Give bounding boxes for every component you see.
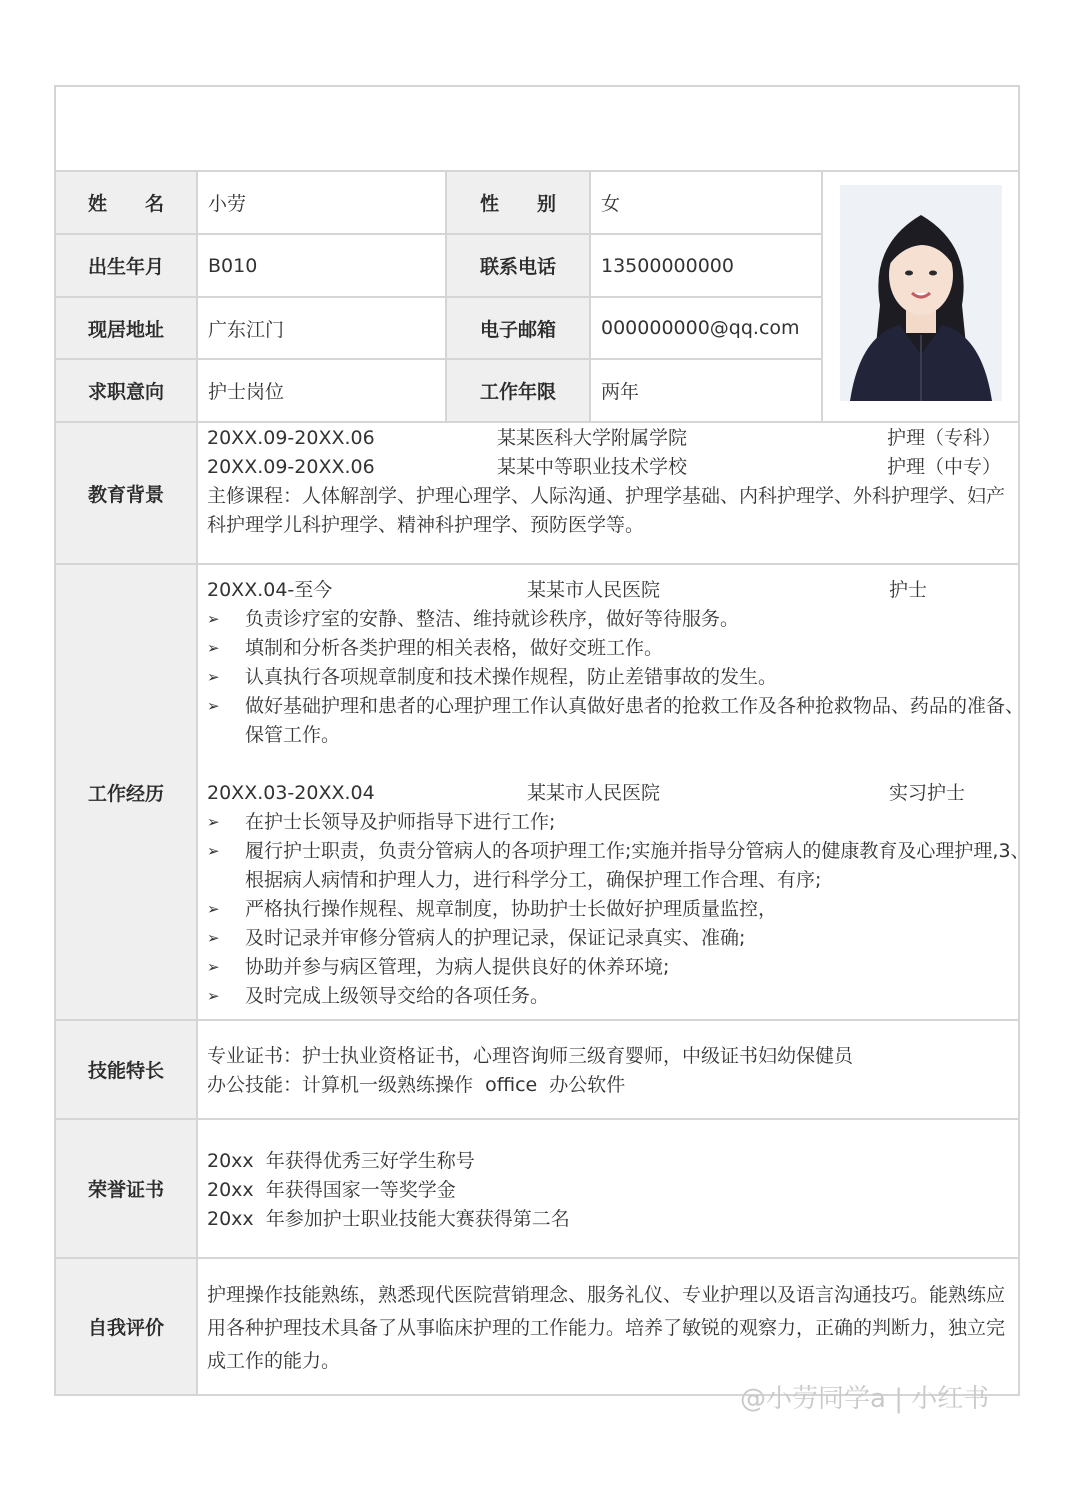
education-school: 某某医科大学附属学院	[497, 427, 688, 449]
work-content	[207, 576, 1030, 1011]
address-label: 现居地址	[56, 298, 196, 358]
education-row	[207, 453, 1013, 482]
self-eval-line: 成工作的能力。	[207, 1350, 341, 1372]
job-duty-text: 协助并参与病区管理，为病人提供良好的休养环境;	[245, 956, 670, 978]
job-duty-text: 认真执行各项规章制度和技术操作规程，防止差错事故的发生。	[245, 666, 778, 688]
job-duty-text: 填制和分析各类护理的相关表格，做好交班工作。	[245, 637, 664, 659]
job-duty	[207, 895, 1013, 924]
job-duty-text: 保管工作。	[245, 724, 341, 746]
job-duty	[207, 808, 1013, 837]
years-value: 两年	[601, 381, 640, 403]
skills-label: 技能特长	[56, 1021, 196, 1118]
job-role: 护士	[889, 579, 928, 601]
gender-value: 女	[601, 193, 621, 215]
education-row	[207, 424, 1013, 453]
arrow-bullet-icon: ➢	[207, 668, 220, 686]
job-duty-text: 及时完成上级领导交给的各项任务。	[245, 985, 550, 1007]
arrow-bullet-icon: ➢	[207, 697, 220, 715]
education-school: 某某中等职业技术学校	[497, 456, 688, 478]
self-eval-line: 护理操作技能熟练，熟悉现代医院营销理念、服务礼仪、专业护理以及语言沟通技巧。能熟练应	[207, 1284, 1006, 1306]
job-duty	[207, 924, 1013, 953]
profile-photo	[840, 185, 1002, 401]
honor-line: 20xx 年获得国家一等奖学金	[207, 1179, 456, 1201]
job-role: 实习护士	[889, 782, 966, 804]
arrow-bullet-icon: ➢	[207, 958, 220, 976]
honors-label: 荣誉证书	[56, 1120, 196, 1257]
name-value: 小劳	[208, 193, 247, 215]
job-duty	[207, 692, 1025, 721]
intent-label: 求职意向	[56, 360, 196, 421]
job-header	[207, 779, 1013, 808]
job-duty-continuation	[207, 721, 1013, 750]
job-date: 20XX.04-至今	[207, 579, 333, 601]
job-duty-text: 及时记录并审修分管病人的护理记录，保证记录真实、准确;	[245, 927, 746, 949]
arrow-bullet-icon: ➢	[207, 610, 220, 628]
job-duty-text: 根据病人病情和护理人力，进行科学分工，确保护理工作合理、有序;	[245, 869, 822, 891]
job-duty	[207, 982, 1013, 1011]
name-label: 姓 名	[56, 172, 196, 233]
courses-line: 科护理学儿科护理学、精神科护理学、预防医学等。	[207, 514, 645, 536]
education-content	[207, 424, 1013, 540]
work-label: 工作经历	[56, 565, 196, 1019]
phone-value: 13500000000	[601, 254, 734, 277]
email-label: 电子邮箱	[447, 298, 589, 358]
education-label: 教育背景	[56, 423, 196, 563]
education-major: 护理（专科）	[887, 427, 1002, 449]
job-date: 20XX.03-20XX.04	[207, 782, 375, 804]
address-value: 广东江门	[208, 318, 285, 341]
education-date: 20XX.09-20XX.06	[207, 456, 375, 478]
phone-label: 联系电话	[447, 235, 589, 296]
job-duty-text: 负责诊疗室的安静、整洁、维持就诊秩序，做好等待服务。	[245, 608, 740, 630]
job-duty-text: 做好基础护理和患者的心理护理工作认真做好患者的抢救工作及各种抢救物品、药品的准备、	[245, 695, 1025, 717]
job-duty-text: 履行护士职责，负责分管病人的各项护理工作;实施并指导分管病人的健康教育及心理护理,3、	[245, 840, 1030, 862]
arrow-bullet-icon: ➢	[207, 987, 220, 1005]
courses-line: 主修课程：人体解剖学、护理心理学、人际沟通、护理学基础、内科护理学、外科护理学、妇产	[207, 485, 1006, 507]
watermark-text: @小劳同学a | 小红书	[740, 1384, 990, 1414]
honor-line: 20xx 年获得优秀三好学生称号	[207, 1150, 475, 1172]
skills-line: 专业证书：护士执业资格证书，心理咨询师三级育婴师，中级证书妇幼保健员	[207, 1045, 854, 1067]
years-label: 工作年限	[447, 360, 589, 421]
birth-label: 出生年月	[56, 235, 196, 296]
job-org: 某某市人民医院	[527, 579, 661, 601]
job-duty	[207, 663, 1013, 692]
arrow-bullet-icon: ➢	[207, 929, 220, 947]
honors-content	[207, 1147, 1013, 1234]
job-duty-text: 严格执行操作规程、规章制度，协助护士长做好护理质量监控，	[245, 898, 778, 920]
arrow-bullet-icon: ➢	[207, 842, 220, 860]
job-duty-text: 在护士长领导及护师指导下进行工作;	[245, 811, 556, 833]
honor-line: 20xx 年参加护士职业技能大赛获得第二名	[207, 1208, 570, 1230]
education-major: 护理（中专）	[887, 456, 1002, 478]
self-eval-label: 自我评价	[56, 1259, 196, 1394]
email-value: 000000000@qq.com	[601, 317, 800, 339]
job-duty	[207, 634, 1013, 663]
intent-value: 护士岗位	[208, 381, 285, 403]
arrow-bullet-icon: ➢	[207, 639, 220, 657]
job-org: 某某市人民医院	[527, 782, 661, 804]
gender-label: 性 别	[447, 172, 589, 233]
skills-line: 办公技能：计算机一级熟练操作 office 办公软件	[207, 1074, 626, 1096]
birth-value: B010	[208, 254, 258, 277]
job-duty	[207, 605, 1013, 634]
job-duty	[207, 953, 1013, 982]
job-duty	[207, 837, 1030, 866]
education-date: 20XX.09-20XX.06	[207, 427, 375, 449]
job-duty-continuation	[207, 866, 1013, 895]
self-eval-line: 用各种护理技术具备了从事临床护理的工作能力。培养了敏锐的观察力，正确的判断力，独立完	[207, 1317, 1006, 1339]
arrow-bullet-icon: ➢	[207, 813, 220, 831]
arrow-bullet-icon: ➢	[207, 900, 220, 918]
skills-content	[207, 1042, 1013, 1100]
job-header	[207, 576, 1013, 605]
self-eval-content	[207, 1279, 1013, 1378]
